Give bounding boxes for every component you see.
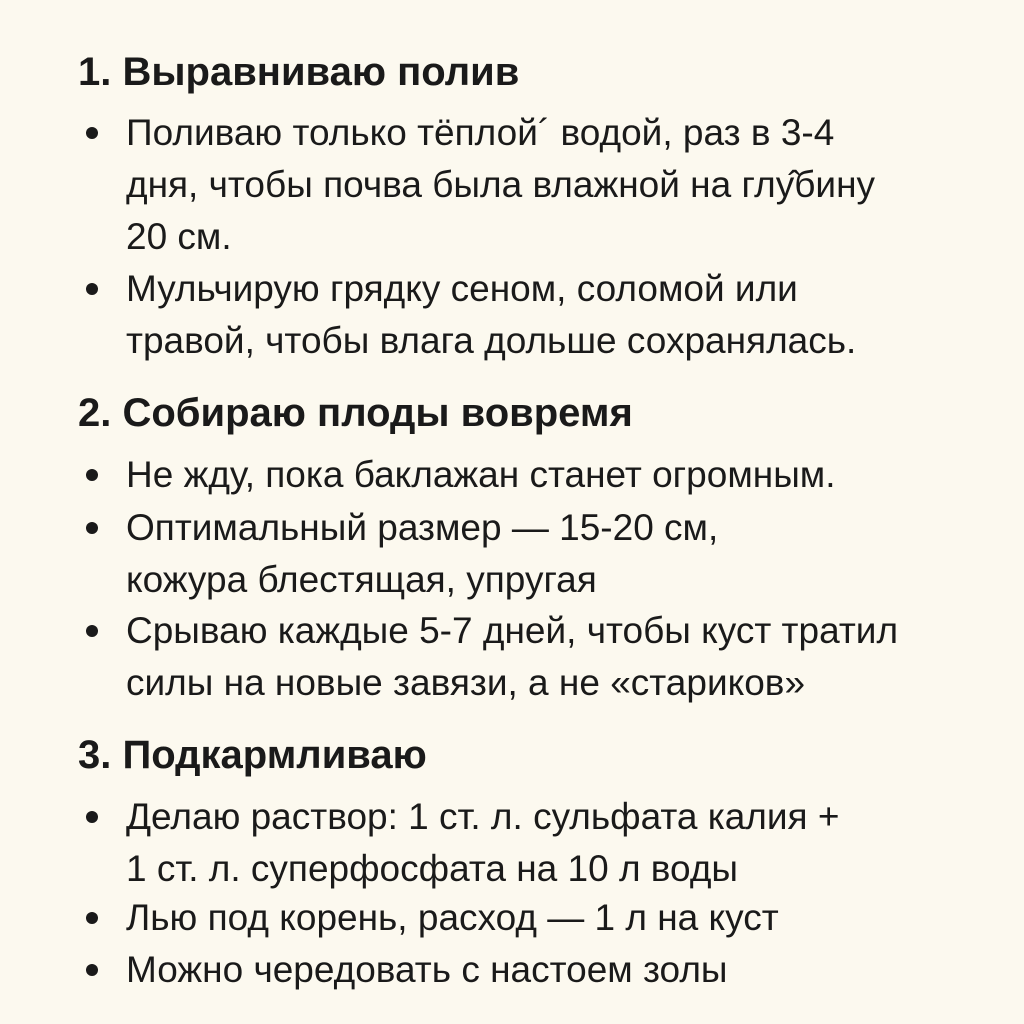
- item-text: Делаю раствор: 1 ст. л. сульфата калия +: [126, 796, 840, 837]
- bullet-icon: [86, 625, 98, 637]
- bullet-icon: [86, 811, 98, 823]
- item-text: Мульчирую грядку сеном, соломой или: [126, 268, 798, 309]
- item-text: Оптимальный размер — 15-20 см,: [126, 507, 719, 548]
- bullet-icon: [86, 283, 98, 295]
- item-text: травой, чтобы влага дольше сохранялась.: [126, 320, 857, 361]
- item-text: кожура блестящая, упругая: [126, 559, 597, 600]
- section-heading: 2. Собираю плоды вовремя: [78, 391, 633, 435]
- section-heading: 1. Выравниваю полив: [78, 50, 520, 94]
- list-item: [126, 892, 1016, 944]
- bullet-icon: [86, 522, 98, 534]
- item-text: силы на новые завязи, а не «стариков»: [126, 662, 806, 703]
- item-text: 1 ст. л. суперфосфата на 10 л воды: [126, 848, 738, 889]
- list-item: [126, 263, 1016, 367]
- item-text: Лью под корень, расход — 1 л на куст: [126, 897, 779, 938]
- list-item: [126, 107, 1016, 263]
- item-text: дня, чтобы почва была влажной на глу̂бину: [126, 164, 876, 205]
- item-text: Не жду, пока баклажан станет огромным.: [126, 454, 836, 495]
- bullet-icon: [86, 964, 98, 976]
- item-text: Поливаю только тёплой´ водой, раз в 3-4: [126, 112, 835, 153]
- bullet-icon: [86, 127, 98, 139]
- item-text: Срываю каждые 5-7 дней, чтобы куст тратил: [126, 610, 899, 651]
- list-item: [126, 944, 1016, 996]
- list-item: [126, 605, 1016, 709]
- item-text: 20 см.: [126, 216, 232, 257]
- list-item: [126, 449, 1016, 501]
- list-item: [126, 502, 1016, 606]
- section-heading: 3. Подкармливаю: [78, 733, 427, 777]
- bullet-icon: [86, 469, 98, 481]
- item-text: Можно чередовать с настоем золы: [126, 949, 728, 990]
- bullet-icon: [86, 912, 98, 924]
- list-item: [126, 791, 1016, 895]
